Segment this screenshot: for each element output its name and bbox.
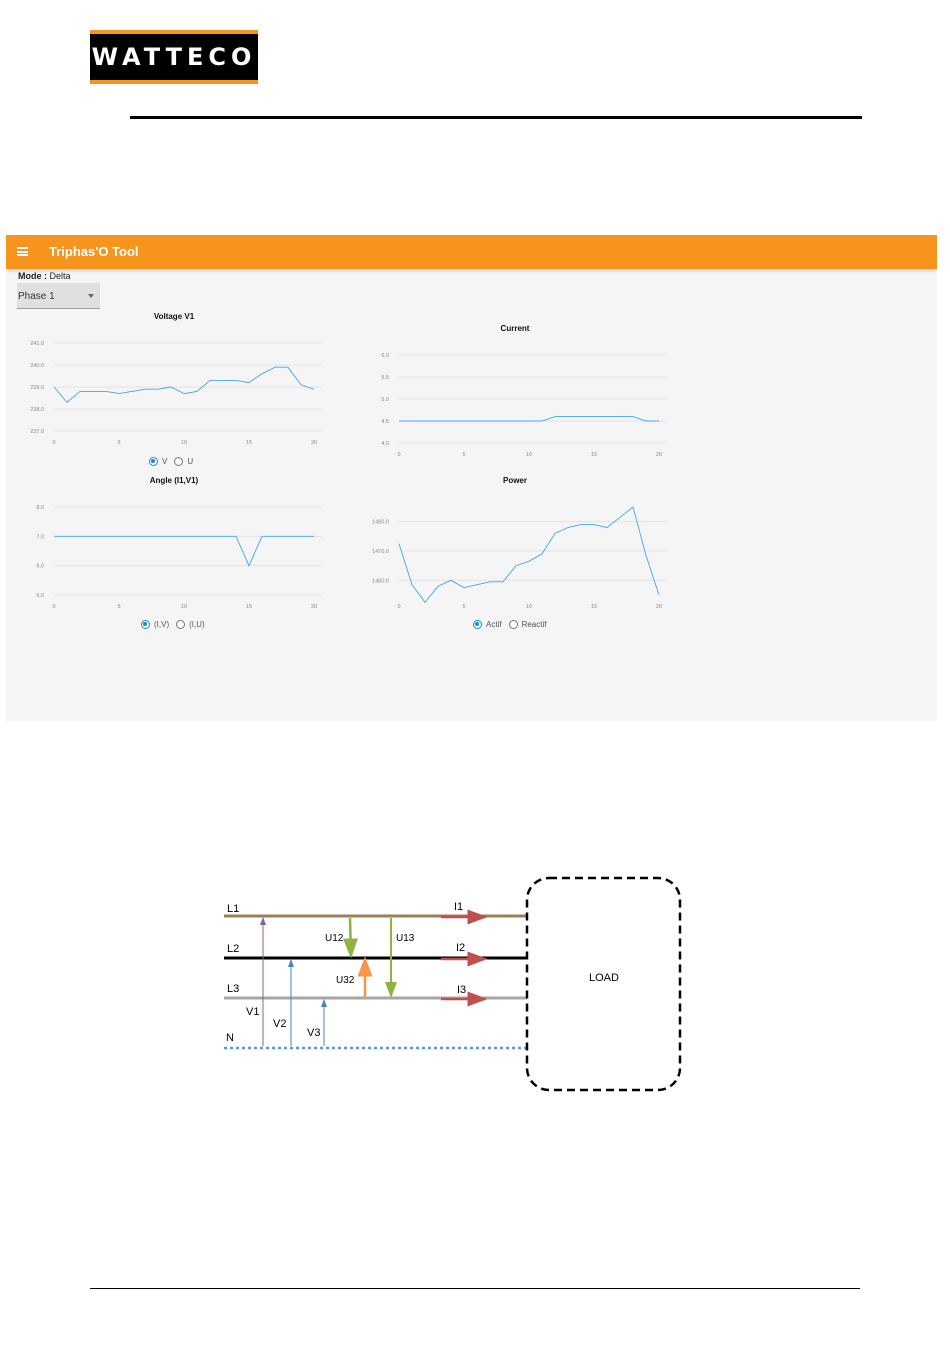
y-tick-label: 1480.0 [372,519,389,526]
y-tick-label: 238.0 [30,407,44,413]
power-chart-title: Power [502,476,527,485]
y-tick-label: 5.0 [381,397,389,403]
label-l3: L3 [227,983,240,995]
x-tick-label: 5 [117,440,121,446]
y-tick-label: 4.5 [381,419,389,425]
angle-mode-radios [141,620,212,629]
label-u12: U12 [325,933,344,944]
x-tick-label: 5 [462,452,466,458]
y-tick-label: 8.0 [36,505,44,511]
x-tick-label: 0 [52,440,56,446]
x-tick-label: 10 [180,604,188,610]
label-u13: U13 [396,933,415,944]
x-tick-label: 0 [52,604,56,610]
x-tick-label: 15 [245,440,253,446]
voltage-chart-title: Voltage V1 [153,312,195,321]
y-tick-label: 5.0 [36,593,44,599]
voltage-u12-arrow [350,918,351,956]
x-tick-label: 15 [245,604,253,610]
label-v3: V3 [307,1027,321,1039]
mode-value: Delta [49,271,71,281]
label-i3: I3 [457,984,467,996]
x-tick-label: 20 [655,604,663,610]
x-tick-label: 0 [397,604,401,610]
phase-select-value: Phase 1 [18,291,55,302]
y-tick-label: 6.0 [36,563,44,570]
y-tick-label: 241.0 [30,341,44,347]
radio-circle-icon [149,457,158,466]
angle-chart-title: Angle (I1,V1) [149,476,199,485]
label-l1: L1 [227,903,240,915]
power-mode-radios [473,620,553,629]
label-u32: U32 [336,975,355,986]
radio-voltage-1[interactable] [174,457,193,466]
label-l2: L2 [227,943,240,955]
delta-wiring-diagram [0,860,950,1100]
x-tick-label: 15 [590,604,598,610]
x-tick-label: 10 [180,440,188,446]
label-n: N [226,1032,234,1044]
x-tick-label: 5 [117,604,121,610]
radio-circle-icon [141,620,150,629]
y-tick-label: 7.0 [36,534,44,541]
radio-label: (I,U) [189,620,205,629]
radio-label: Reactif [521,620,547,629]
radio-circle-icon [174,457,183,466]
angle-chart [6,499,336,609]
triphaso-app-window [6,235,937,721]
x-tick-label: 20 [655,452,663,458]
app-title: Triphas'O Tool [49,244,139,259]
logo-text: WATTECO [91,43,257,71]
label-v2: V2 [273,1018,287,1030]
radio-voltage-0[interactable] [149,457,167,466]
header-divider [130,116,862,119]
y-tick-label: 4.0 [381,441,389,447]
series-line [399,417,659,421]
load-box [527,878,680,1090]
power-chart [351,499,681,609]
chevron-down-icon [88,294,94,298]
y-tick-label: 5.5 [381,375,389,381]
x-tick-label: 20 [310,604,318,610]
x-tick-label: 10 [525,452,533,458]
mode-indicator [18,271,71,281]
radio-circle-icon [509,620,518,629]
x-tick-label: 20 [310,440,318,446]
y-tick-label: 1460.0 [372,578,389,585]
label-i2: I2 [456,942,466,954]
y-tick-label: 1470.0 [372,549,389,555]
y-tick-label: 239.0 [30,385,44,391]
current-chart [351,347,681,462]
radio-angle-1[interactable] [176,620,205,629]
x-tick-label: 5 [462,604,466,610]
radio-label: Actif [486,620,502,629]
phase-select[interactable] [17,283,100,309]
radio-label: (I,V) [154,620,170,629]
radio-power-1[interactable] [509,620,547,629]
y-tick-label: 6.0 [381,353,389,359]
app-bar [6,235,937,269]
watteco-logo [90,30,258,84]
x-tick-label: 10 [525,604,533,610]
mode-label: Mode : [18,271,47,281]
voltage-chart [6,335,336,455]
radio-power-0[interactable] [473,620,502,629]
current-chart-title: Current [500,324,530,333]
radio-circle-icon [473,620,482,629]
series-line [54,536,314,565]
x-tick-label: 15 [590,452,598,458]
y-tick-label: 240.0 [30,363,44,369]
radio-angle-0[interactable] [141,620,169,629]
hamburger-menu-icon[interactable] [17,247,28,256]
label-v1: V1 [246,1006,260,1018]
voltage-mode-radios [149,457,200,466]
radio-label: U [187,457,194,466]
radio-circle-icon [176,620,185,629]
y-tick-label: 237.0 [30,429,44,435]
radio-label: V [162,457,168,466]
label-i1: I1 [454,901,464,913]
load-label: LOAD [589,972,619,984]
footer-divider [90,1288,860,1289]
x-tick-label: 0 [397,452,401,458]
series-line [54,367,314,402]
